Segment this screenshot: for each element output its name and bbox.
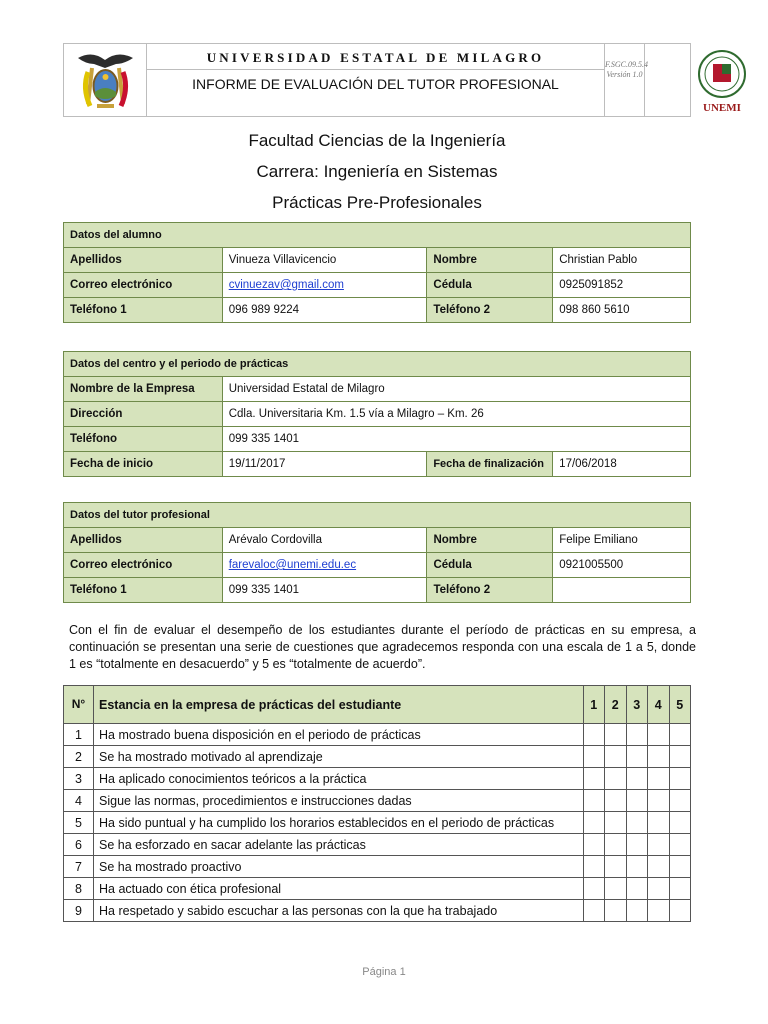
student-data-table	[63, 222, 691, 323]
item-number: 9	[64, 900, 94, 922]
score-header-2: 2	[605, 686, 627, 724]
student-phone1: 096 989 9224	[222, 298, 427, 323]
score-cell-5[interactable]	[669, 724, 691, 746]
score-cell-3[interactable]	[626, 900, 648, 922]
item-statement: Se ha mostrado motivado al aprendizaje	[94, 746, 584, 768]
score-cell-1[interactable]	[583, 812, 605, 834]
item-statement: Ha mostrado buena disposición en el periodo de prácticas	[94, 724, 584, 746]
tutor-data-table	[63, 502, 691, 603]
evaluation-row	[64, 790, 691, 812]
score-cell-1[interactable]	[583, 878, 605, 900]
item-statement: Se ha mostrado proactivo	[94, 856, 584, 878]
score-cell-2[interactable]	[605, 834, 627, 856]
tutor-phone1: 099 335 1401	[222, 578, 427, 603]
report-title: INFORME DE EVALUACIÓN DEL TUTOR PROFESIONAL	[192, 76, 559, 92]
score-cell-3[interactable]	[626, 834, 648, 856]
university-name: UNIVERSIDAD ESTATAL DE MILAGRO	[206, 50, 545, 65]
company-label: Nombre de la Empresa	[64, 377, 223, 402]
score-cell-4[interactable]	[648, 812, 670, 834]
score-header-4: 4	[648, 686, 670, 724]
end-date-label: Fecha de finalización	[427, 452, 553, 477]
center-phone: 099 335 1401	[222, 427, 690, 452]
student-phone2-label: Teléfono 2	[427, 298, 553, 323]
tutor-phone1-label: Teléfono 1	[64, 578, 223, 603]
item-number: 5	[64, 812, 94, 834]
form-code-cell	[605, 44, 648, 116]
start-date-label: Fecha de inicio	[64, 452, 223, 477]
score-cell-2[interactable]	[605, 768, 627, 790]
evaluation-section-header: Estancia en la empresa de prácticas del estudiante	[94, 686, 584, 724]
item-statement: Ha respetado y sabido escuchar a las personas con la que ha trabajado	[94, 900, 584, 922]
student-id-label: Cédula	[427, 273, 553, 298]
page-number: Página 1	[362, 966, 406, 978]
student-surname-label: Apellidos	[64, 248, 223, 273]
number-column-header: N°	[64, 686, 94, 724]
student-email-label: Correo electrónico	[64, 273, 223, 298]
score-cell-3[interactable]	[626, 856, 648, 878]
score-cell-3[interactable]	[626, 790, 648, 812]
score-cell-5[interactable]	[669, 768, 691, 790]
score-cell-3[interactable]	[626, 878, 648, 900]
student-id: 0925091852	[553, 273, 691, 298]
score-cell-5[interactable]	[669, 856, 691, 878]
item-statement: Ha actuado con ética profesional	[94, 878, 584, 900]
form-version: Versión 1.0	[606, 70, 643, 79]
score-header-3: 3	[626, 686, 648, 724]
score-cell-5[interactable]	[669, 878, 691, 900]
tutor-phone2-label: Teléfono 2	[427, 578, 553, 603]
item-number: 1	[64, 724, 94, 746]
item-number: 4	[64, 790, 94, 812]
score-cell-4[interactable]	[648, 878, 670, 900]
score-cell-1[interactable]	[583, 856, 605, 878]
item-number: 7	[64, 856, 94, 878]
score-cell-3[interactable]	[626, 768, 648, 790]
tutor-name-label: Nombre	[427, 528, 553, 553]
student-phone1-label: Teléfono 1	[64, 298, 223, 323]
score-cell-3[interactable]	[626, 746, 648, 768]
tutor-id: 0921005500	[553, 553, 691, 578]
item-statement: Se ha esforzado en sacar adelante las prácticas	[94, 834, 584, 856]
tutor-id-label: Cédula	[427, 553, 553, 578]
item-number: 2	[64, 746, 94, 768]
evaluation-table	[63, 685, 691, 922]
evaluation-row	[64, 746, 691, 768]
ecuador-coat-of-arms-logo	[64, 44, 147, 116]
unemi-logo-text: UNEMI	[703, 102, 741, 114]
program-title: Prácticas Pre-Profesionales	[272, 193, 482, 212]
score-cell-1[interactable]	[583, 834, 605, 856]
evaluation-row	[64, 900, 691, 922]
score-cell-1[interactable]	[583, 768, 605, 790]
score-cell-1[interactable]	[583, 746, 605, 768]
score-cell-5[interactable]	[669, 900, 691, 922]
evaluation-row	[64, 768, 691, 790]
evaluation-row	[64, 812, 691, 834]
student-name-label: Nombre	[427, 248, 553, 273]
item-statement: Sigue las normas, procedimientos e instrucciones dadas	[94, 790, 584, 812]
score-cell-2[interactable]	[605, 724, 627, 746]
form-code: F.SGC.09.5.4	[605, 60, 648, 69]
tutor-email-link[interactable]: farevaloc@unemi.edu.ec	[228, 559, 357, 571]
evaluation-row	[64, 834, 691, 856]
center-data-table	[63, 351, 691, 477]
score-cell-4[interactable]	[648, 746, 670, 768]
tutor-email-label: Correo electrónico	[64, 553, 223, 578]
score-cell-4[interactable]	[648, 768, 670, 790]
score-cell-2[interactable]	[605, 746, 627, 768]
item-number: 8	[64, 878, 94, 900]
item-statement: Ha sido puntual y ha cumplido los horarios establecidos en el periodo de prácticas	[94, 812, 584, 834]
evaluation-row	[64, 856, 691, 878]
score-cell-4[interactable]	[648, 900, 670, 922]
score-cell-1[interactable]	[583, 724, 605, 746]
score-cell-4[interactable]	[648, 834, 670, 856]
header-title-cell	[147, 44, 605, 116]
student-surname: Vinueza Villavicencio	[222, 248, 427, 273]
score-header-5: 5	[669, 686, 691, 724]
address-value: Cdla. Universitaria Km. 1.5 vía a Milagro – Km. 26	[222, 402, 690, 427]
score-cell-5[interactable]	[669, 834, 691, 856]
item-number: 6	[64, 834, 94, 856]
company-name: Universidad Estatal de Milagro	[222, 377, 690, 402]
score-cell-4[interactable]	[648, 724, 670, 746]
student-section-header: Datos del alumno	[64, 223, 691, 248]
score-cell-5[interactable]	[669, 746, 691, 768]
score-cell-5[interactable]	[669, 790, 691, 812]
student-phone2: 098 860 5610	[553, 298, 691, 323]
end-date: 17/06/2018	[553, 452, 691, 477]
score-cell-2[interactable]	[605, 790, 627, 812]
evaluation-row	[64, 724, 691, 746]
score-cell-2[interactable]	[605, 812, 627, 834]
center-phone-label: Teléfono	[64, 427, 223, 452]
evaluation-row	[64, 878, 691, 900]
score-cell-1[interactable]	[583, 790, 605, 812]
faculty-title: Facultad Ciencias de la Ingeniería	[248, 131, 506, 150]
score-cell-2[interactable]	[605, 900, 627, 922]
document-header	[63, 43, 741, 117]
item-number: 3	[64, 768, 94, 790]
tutor-surname: Arévalo Cordovilla	[222, 528, 427, 553]
student-name: Christian Pablo	[553, 248, 691, 273]
career-title: Carrera: Ingeniería en Sistemas	[256, 162, 498, 181]
score-cell-2[interactable]	[605, 878, 627, 900]
evaluation-header-row	[64, 686, 691, 724]
tutor-surname-label: Apellidos	[64, 528, 223, 553]
score-cell-3[interactable]	[626, 724, 648, 746]
address-label: Dirección	[64, 402, 223, 427]
center-section-header: Datos del centro y el periodo de prácticas	[64, 352, 691, 377]
unemi-logo	[645, 44, 741, 116]
score-cell-4[interactable]	[648, 856, 670, 878]
intro-paragraph: Con el fin de evaluar el desempeño de los estudiantes durante el período de prácticas en su empresa, a continuación se presentan una serie de cuestiones que agradecemos responda con una escala de 1 a 5, donde 1 es “totalmente en desacuerdo” y 5 es “totalmente de acuerdo”.	[69, 623, 696, 671]
tutor-section-header: Datos del tutor profesional	[64, 503, 691, 528]
score-cell-4[interactable]	[648, 790, 670, 812]
score-cell-2[interactable]	[605, 856, 627, 878]
tutor-name: Felipe Emiliano	[553, 528, 691, 553]
item-statement: Ha aplicado conocimientos teóricos a la práctica	[94, 768, 584, 790]
score-cell-5[interactable]	[669, 812, 691, 834]
score-header-1: 1	[583, 686, 605, 724]
start-date: 19/11/2017	[222, 452, 427, 477]
score-cell-3[interactable]	[626, 812, 648, 834]
score-cell-1[interactable]	[583, 900, 605, 922]
tutor-phone2	[553, 578, 691, 603]
student-email-link[interactable]: cvinuezav@gmail.com	[228, 279, 344, 291]
